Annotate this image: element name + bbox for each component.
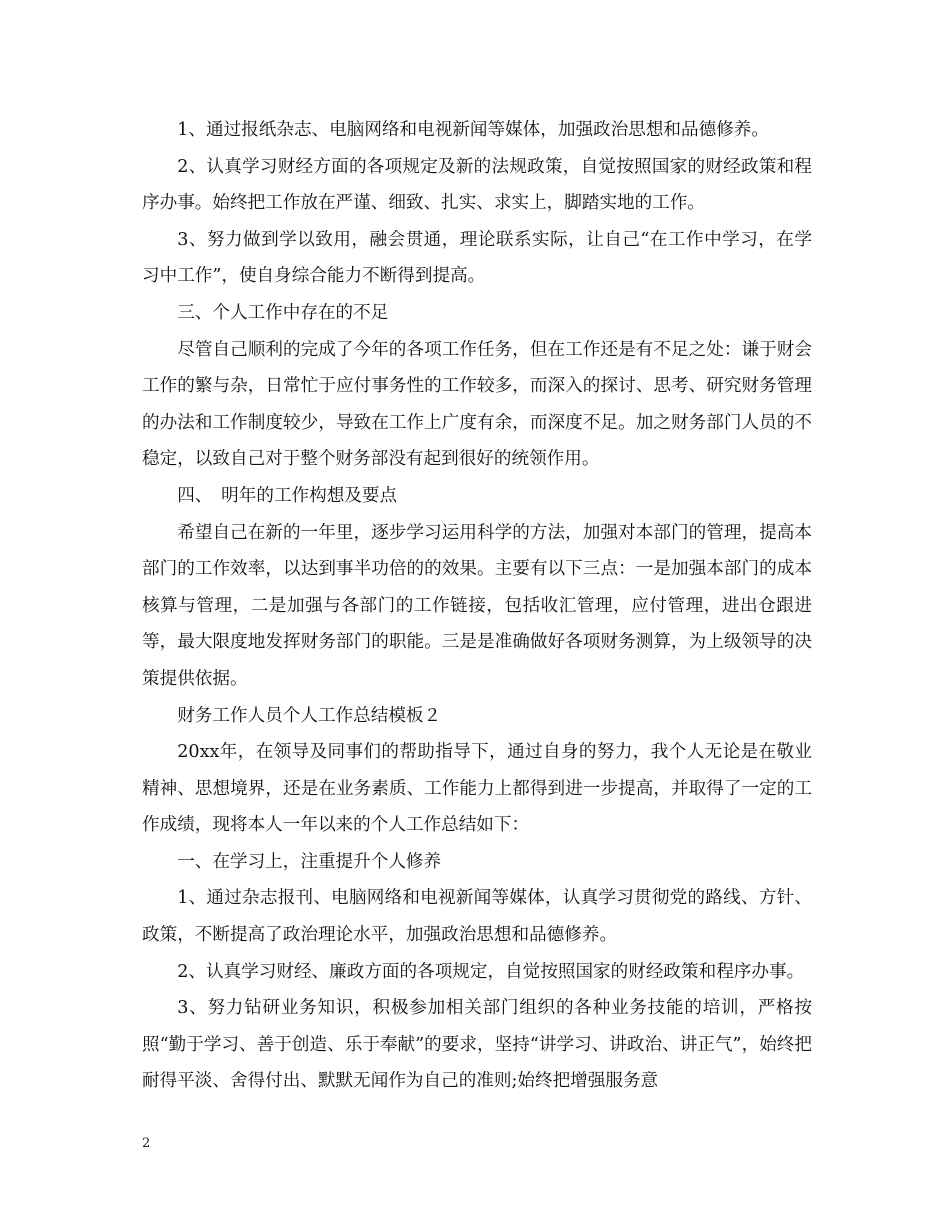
page-number: 2: [142, 1136, 151, 1151]
paragraph-study-finance-rules: 2、认真学习财经方面的各项规定及新的法规政策，自觉按照国家的财经政策和程序办事。始终把工作放在严谨、细致、扎实、求实上，脚踏实地的工作。: [142, 156, 812, 214]
paragraph-business-skills: 3、努力钻研业务知识，积极参加相关部门组织的各种业务技能的培训，严格按照“勤于学习、善于创造、乐于奉献”的要求，坚持“讲学习、讲政治、讲正气”，始终把耐得平淡、舍得付出、默默无闻作为自己的准则;始终把增强服务意: [142, 998, 812, 1092]
paragraph-study-media-2: 1、通过杂志报刊、电脑网络和电视新闻等媒体，认真学习贯彻党的路线、方针、政策，不断提高了政治理论水平，加强政治思想和品德修养。: [142, 888, 812, 946]
paragraph-summary-intro: 20xx年，在领导及同事们的帮助指导下，通过自身的努力，我个人无论是在敬业精神、思想境界，还是在业务素质、工作能力上都得到进一步提高，并取得了一定的工作成绩，现将本人一年以来的个人工作总结如下：: [142, 742, 812, 836]
document-body: [142, 112, 812, 1100]
paragraph-shortcomings: 尽管自己顺利的完成了今年的各项工作任务，但在工作还是有不足之处：谦于财会工作的繁与杂，日常忙于应付事务性的工作较多，而深入的探讨、思考、研究财务管理的办法和工作制度较少，导致在工作上广度有余，而深度不足。加之财务部门人员的不稳定，以致自己对于整个财务部没有起到很好的统领作用。: [142, 339, 812, 470]
paragraph-study-integrity-rules: 2、认真学习财经、廉政方面的各项规定，自觉按照国家的财经政策和程序办事。: [177, 961, 805, 982]
template-title-2: 财务工作人员个人工作总结模板２: [177, 705, 442, 726]
section-heading-next-year-plan: 四、 明年的工作构想及要点: [177, 485, 398, 506]
paragraph-study-media-1: 1、通过报纸杂志、电脑网络和电视新闻等媒体，加强政治思想和品德修养。: [177, 120, 769, 140]
paragraph-apply-learning: 3、努力做到学以致用，融会贯通，理论联系实际，让自己“在工作中学习，在学习中工作”，使自身综合能力不断得到提高。: [142, 229, 812, 287]
section-heading-study: 一、在学习上，注重提升个人修养: [177, 851, 442, 872]
paragraph-next-year-plan: 希望自己在新的一年里，逐步学习运用科学的方法，加强对本部门的管理，提高本部门的工作效率，以达到事半功倍的的效果。主要有以下三点：一是加强本部门的成本核算与管理，二是加强与各部门的工作链接，包括收汇管理，应付管理，进出仓跟进等，最大限度地发挥财务部门的职能。三是是准确做好各项财务测算，为上级领导的决策提供依据。: [142, 522, 812, 689]
section-heading-shortcomings: 三、个人工作中存在的不足: [177, 302, 389, 323]
